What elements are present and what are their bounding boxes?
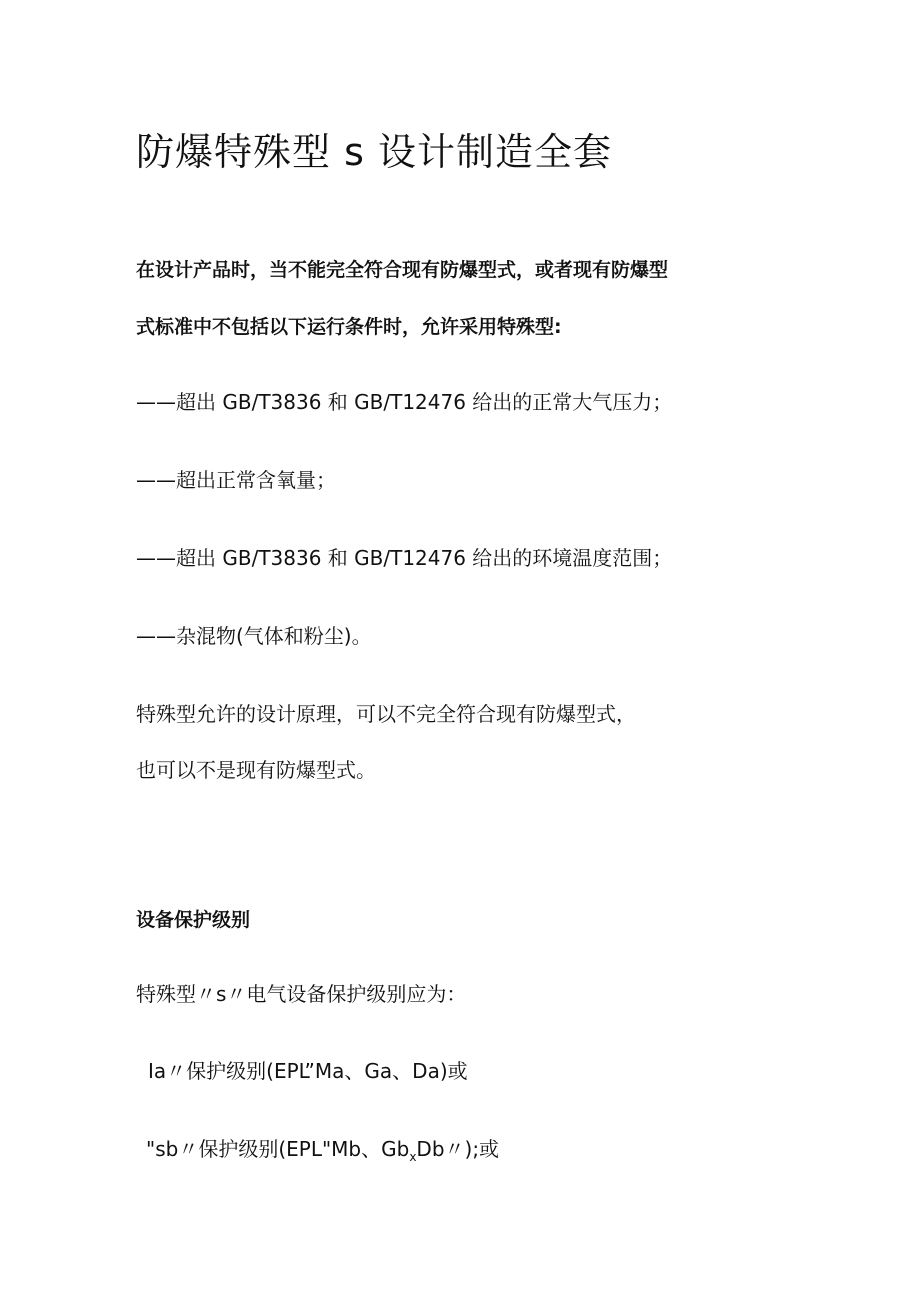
principle-line-1: 特殊型允许的设计原理，可以不完全符合现有防爆型式， [136, 702, 636, 726]
epl-level-b-tail: Db〃);或 [416, 1137, 500, 1161]
condition-oxygen: ——超出正常含氧量； [136, 468, 336, 492]
section-heading-epl: 设备保护级别 [136, 909, 251, 931]
condition-temperature: ——超出 GB/T3836 和 GB/T12476 给出的环境温度范围； [136, 546, 673, 570]
epl-level-a: Ia〃保护级别(EPL”Ma、Ga、Da)或 [148, 1059, 468, 1083]
intro-line-1: 在设计产品时，当不能完全符合现有防爆型式，或者现有防爆型 [136, 259, 669, 281]
epl-level-b [146, 1135, 499, 1166]
condition-pressure: ——超出 GB/T3836 和 GB/T12476 给出的正常大气压力； [136, 390, 673, 414]
condition-hybrid-mixture: ——杂混物(气体和粉尘)。 [136, 624, 372, 648]
document-title: 防爆特殊型 s 设计制造全套 [136, 130, 612, 174]
principle-line-2: 也可以不是现有防爆型式。 [136, 758, 376, 782]
epl-intro: 特殊型〃s〃电气设备保护级别应为： [136, 982, 467, 1006]
intro-line-2: 式标准中不包括以下运行条件时，允许采用特殊型: [136, 316, 562, 338]
epl-level-b-main: "sb〃保护级别(EPL"Mb、Gb [146, 1137, 410, 1161]
epl-level-b-subscript: x [409, 1150, 417, 1164]
